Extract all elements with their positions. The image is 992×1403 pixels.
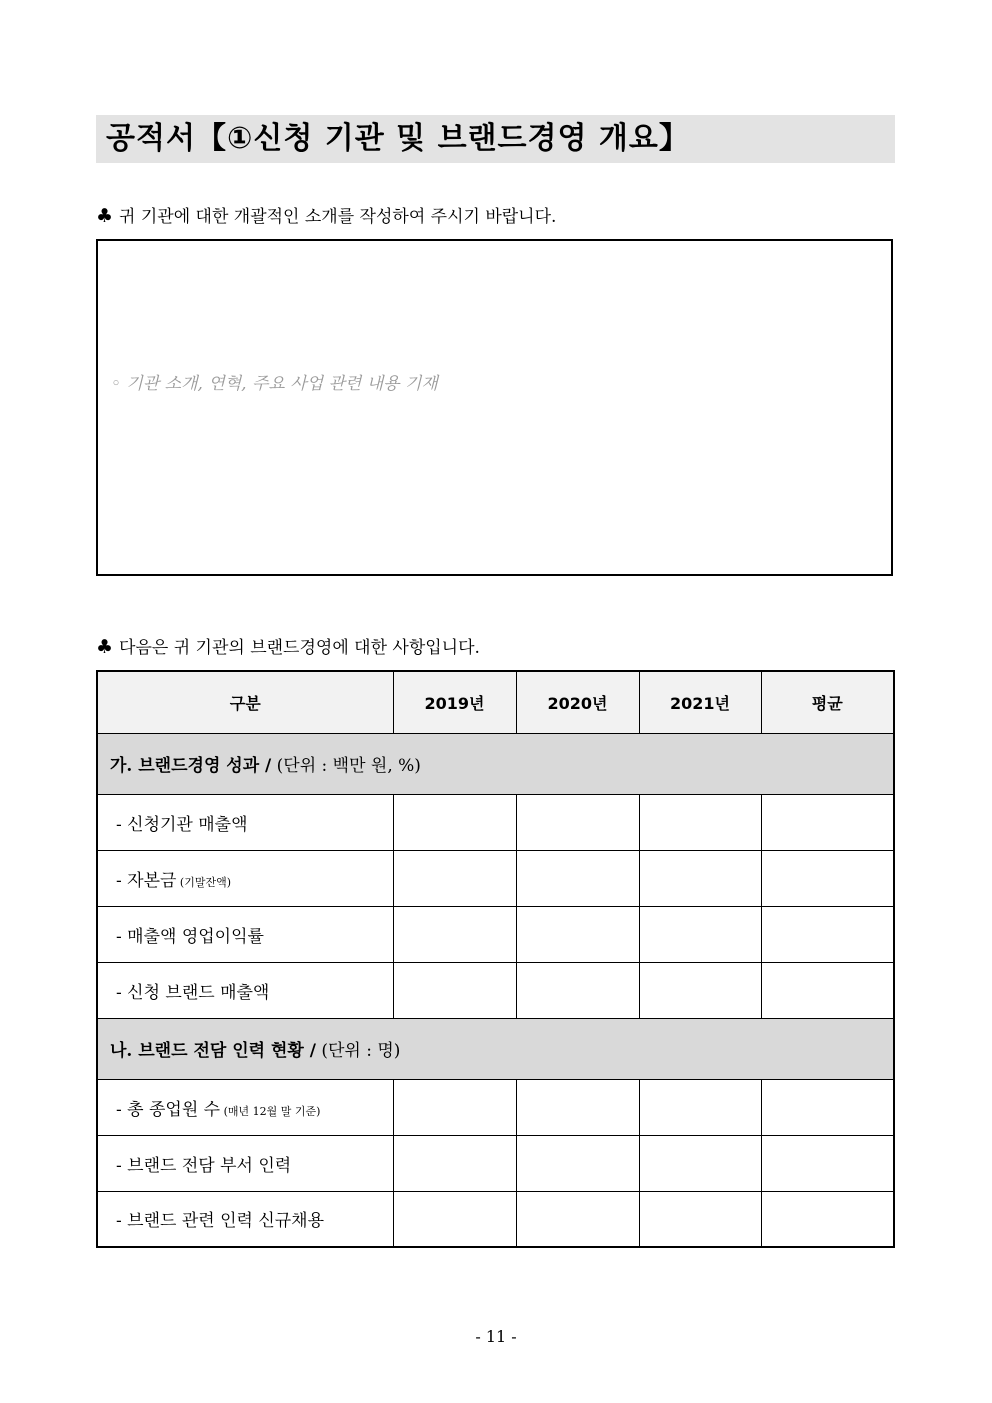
brand-management-table [96,670,895,1248]
header-2021: 2021년 [639,671,761,733]
row-label: - 총 종업원 수 (매년 12월 말 기준) [97,1079,393,1135]
club-bullet-icon: ♣ [96,205,114,227]
input-cell[interactable] [639,1135,761,1191]
input-cell[interactable] [393,1135,516,1191]
row-label: - 브랜드 전담 부서 인력 [97,1135,393,1191]
title-bar [96,115,895,163]
input-cell[interactable] [516,1135,639,1191]
section-staffing: 나. 브랜드 전담 인력 현황 / (단위 : 명) [97,1018,894,1079]
table-row [97,850,894,906]
input-cell[interactable] [761,1191,894,1247]
input-cell[interactable] [639,850,761,906]
table-row [97,1079,894,1135]
page-number: - 11 - [475,1327,517,1346]
intro-placeholder: ◦ 기관 소개, 연혁, 주요 사업 관련 내용 기재 [111,374,438,394]
page-title: 공적서【①신청 기관 및 브랜드경영 개요】 [106,121,690,156]
input-cell[interactable] [761,906,894,962]
input-cell[interactable] [639,962,761,1018]
table-header-row [97,671,894,733]
input-cell[interactable] [516,906,639,962]
input-cell[interactable] [639,794,761,850]
input-cell[interactable] [516,1191,639,1247]
brand-instruction-text: 다음은 귀 기관의 브랜드경영에 대한 사항입니다. [119,638,480,658]
input-cell[interactable] [393,1191,516,1247]
header-2019: 2019년 [393,671,516,733]
table-row [97,906,894,962]
input-cell[interactable] [393,906,516,962]
input-cell[interactable] [393,850,516,906]
intro-input-box[interactable] [96,239,893,576]
input-cell[interactable] [639,906,761,962]
input-cell[interactable] [516,850,639,906]
input-cell[interactable] [516,1079,639,1135]
row-label: - 브랜드 관련 인력 신규채용 [97,1191,393,1247]
input-cell[interactable] [639,1191,761,1247]
table-row [97,1135,894,1191]
row-label: - 매출액 영업이익률 [97,906,393,962]
input-cell[interactable] [393,1079,516,1135]
input-cell[interactable] [761,850,894,906]
header-average: 평균 [761,671,894,733]
intro-instruction [96,205,556,228]
brand-instruction [96,636,480,659]
input-cell[interactable] [393,962,516,1018]
header-category: 구분 [97,671,393,733]
row-label: - 자본금 (기말잔액) [97,850,393,906]
section-row [97,1018,894,1079]
input-cell[interactable] [761,794,894,850]
table-row [97,962,894,1018]
input-cell[interactable] [761,1135,894,1191]
section-performance: 가. 브랜드경영 성과 / (단위 : 백만 원, %) [97,733,894,794]
input-cell[interactable] [761,1079,894,1135]
row-label: - 신청 브랜드 매출액 [97,962,393,1018]
section-row [97,733,894,794]
input-cell[interactable] [516,794,639,850]
input-cell[interactable] [393,794,516,850]
input-cell[interactable] [516,962,639,1018]
table-row [97,794,894,850]
input-cell[interactable] [761,962,894,1018]
table-row [97,1191,894,1247]
row-label: - 신청기관 매출액 [97,794,393,850]
input-cell[interactable] [639,1079,761,1135]
intro-instruction-text: 귀 기관에 대한 개괄적인 소개를 작성하여 주시기 바랍니다. [119,207,557,227]
header-2020: 2020년 [516,671,639,733]
club-bullet-icon: ♣ [96,636,114,658]
